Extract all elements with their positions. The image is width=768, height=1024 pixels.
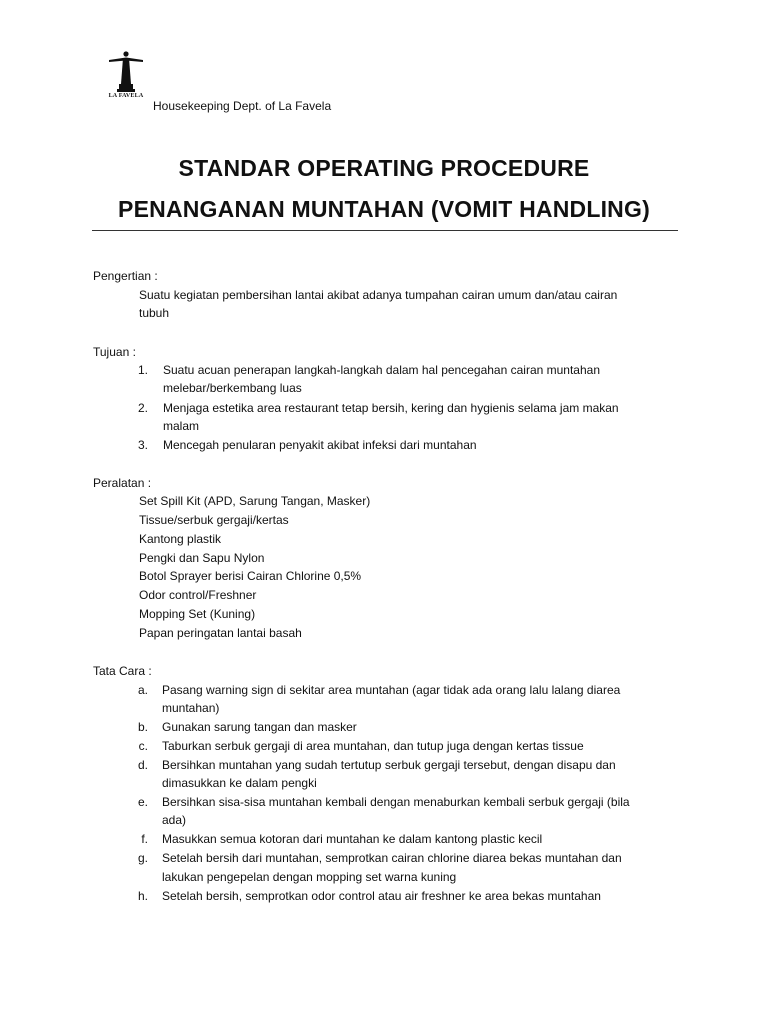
list-marker: e. [137, 795, 148, 809]
list-item-text: Taburkan serbuk gergaji di area muntahan, dan tutup juga dengan kertas tissue [162, 739, 584, 753]
pengertian-text-line: Suatu kegiatan pembersihan lantai akibat adanya tumpahan cairan umum dan/atau cairan [139, 288, 618, 302]
list-item-text: Bersihkan sisa-sisa muntahan kembali dengan menaburkan kembali serbuk gergaji (bila [162, 795, 630, 809]
section-heading-pengertian: Pengertian : [93, 269, 158, 283]
section-heading-peralatan: Peralatan : [93, 476, 152, 490]
list-item-text: Suatu acuan penerapan langkah-langkah dalam hal pencegahan cairan muntahan [163, 363, 600, 377]
list-item-text: malam [163, 419, 200, 433]
list-marker: f. [141, 832, 148, 846]
list-item-text: ada) [162, 813, 187, 827]
equipment-item: Set Spill Kit (APD, Sarung Tangan, Masker) [139, 494, 371, 508]
list-item-text: melebar/berkembang luas [163, 381, 302, 395]
list-marker: 1. [137, 363, 148, 377]
la-favela-logo [100, 48, 152, 106]
list-marker: b. [137, 720, 148, 734]
logo-text: LA FAVELA [108, 93, 144, 99]
list-marker: g. [137, 851, 148, 865]
list-item-text: Gunakan sarung tangan dan masker [162, 720, 357, 734]
pengertian-text-line: tubuh [139, 306, 170, 320]
list-item-text: Menjaga estetika area restaurant tetap bersih, kering dan hygienis selama jam makan [163, 401, 619, 415]
equipment-item: Tissue/serbuk gergaji/kertas [139, 513, 289, 527]
list-marker: 2. [137, 401, 148, 415]
list-item-text: Setelah bersih dari muntahan, semprotkan cairan chlorine diarea bekas muntahan dan [162, 851, 622, 865]
equipment-item: Pengki dan Sapu Nylon [139, 551, 265, 565]
list-item-text: Pasang warning sign di sekitar area muntahan (agar tidak ada orang lalu lalang diarea [162, 683, 621, 697]
list-marker: d. [137, 758, 148, 772]
list-item-text: Mencegah penularan penyakit akibat infeksi dari muntahan [163, 438, 477, 452]
list-item-text: Setelah bersih, semprotkan odor control atau air freshner ke area bekas muntahan [162, 889, 601, 903]
section-heading-tujuan: Tujuan : [93, 345, 136, 359]
equipment-item: Papan peringatan lantai basah [139, 626, 302, 640]
document-title-line-1: STANDAR OPERATING PROCEDURE [178, 155, 590, 181]
list-marker: 3. [137, 438, 148, 452]
list-marker: a. [137, 683, 148, 697]
statue-icon [100, 48, 152, 94]
equipment-item: Odor control/Freshner [139, 588, 257, 602]
department-name: Housekeeping Dept. of La Favela [153, 99, 332, 113]
section-heading-tata-cara: Tata Cara : [93, 664, 152, 678]
list-item-text: Bersihkan muntahan yang sudah tertutup serbuk gergaji tersebut, dengan disapu dan [162, 758, 616, 772]
equipment-item: Mopping Set (Kuning) [139, 607, 256, 621]
title-divider [92, 230, 678, 231]
equipment-item: Botol Sprayer berisi Cairan Chlorine 0,5% [139, 569, 362, 583]
document-title-line-2: PENANGANAN MUNTAHAN (VOMIT HANDLING) [118, 196, 650, 222]
list-item-text: lakukan pengepelan dengan mopping set warna kuning [162, 870, 457, 884]
equipment-item: Kantong plastik [139, 532, 222, 546]
list-marker: c. [138, 739, 148, 753]
list-item-text: Masukkan semua kotoran dari muntahan ke dalam kantong plastic kecil [162, 832, 543, 846]
list-item-text: muntahan) [162, 701, 220, 715]
list-marker: h. [137, 889, 148, 903]
list-item-text: dimasukkan ke dalam pengki [162, 776, 317, 790]
